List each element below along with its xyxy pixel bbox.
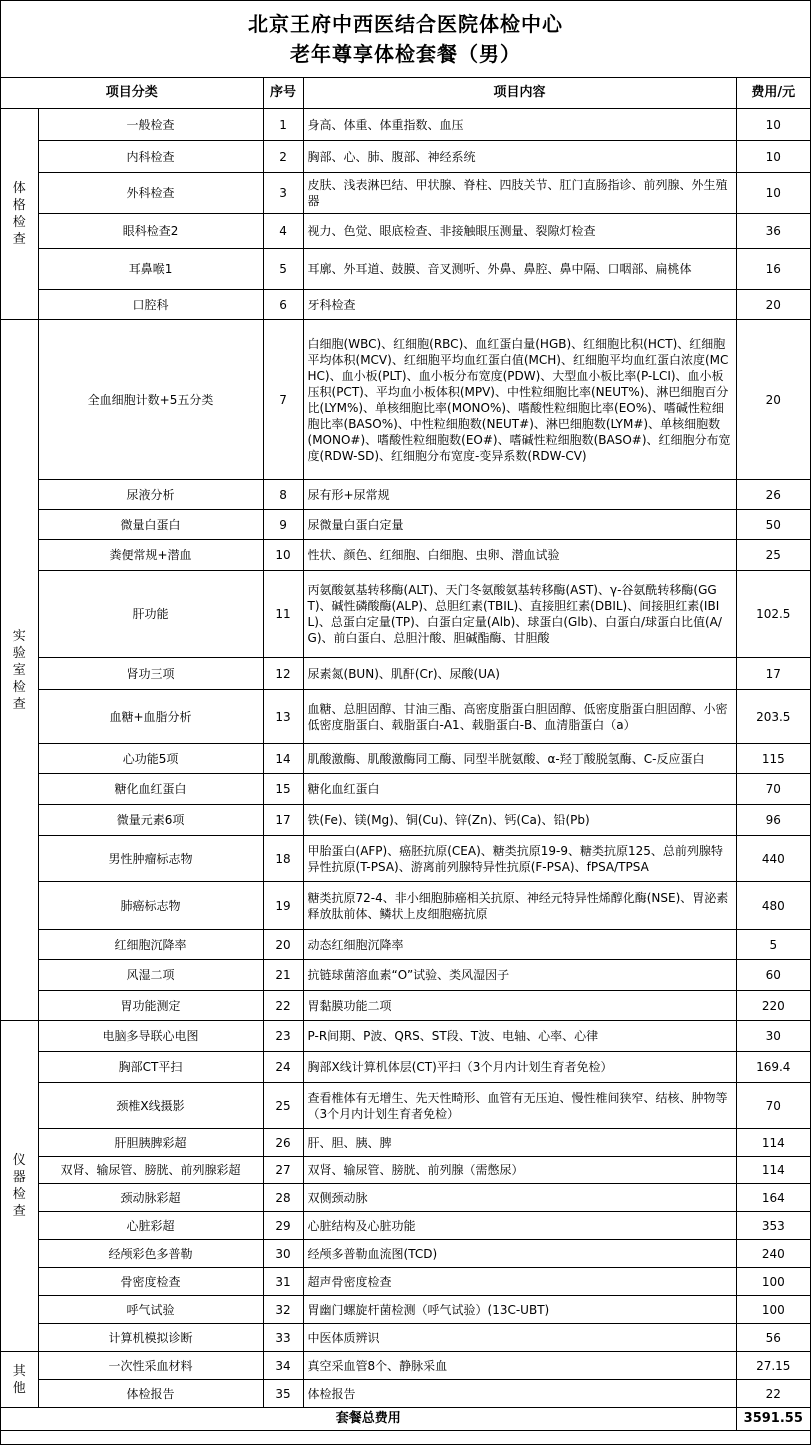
item-seq: 22 <box>263 991 303 1021</box>
header-fee: 费用/元 <box>736 78 810 109</box>
item-name: 尿液分析 <box>38 480 263 510</box>
table-row <box>1 571 810 658</box>
item-name: 肝功能 <box>38 571 263 658</box>
package-title: 老年尊享体检套餐（男） <box>290 42 521 66</box>
item-content: 胸部、心、肺、腹部、神经系统 <box>303 141 736 173</box>
item-fee: 27.15 <box>736 1352 810 1380</box>
table-row <box>1 836 810 882</box>
item-fee: 70 <box>736 1083 810 1129</box>
table-row <box>1 1052 810 1083</box>
item-fee: 10 <box>736 173 810 214</box>
total-label: 套餐总费用 <box>1 1408 736 1431</box>
item-seq: 11 <box>263 571 303 658</box>
item-name: 肺癌标志物 <box>38 882 263 930</box>
item-content: 尿素氮(BUN)、肌酐(Cr)、尿酸(UA) <box>303 658 736 690</box>
item-name: 骨密度检查 <box>38 1268 263 1296</box>
item-seq: 26 <box>263 1129 303 1157</box>
header-category: 项目分类 <box>1 78 263 109</box>
item-content: 体检报告 <box>303 1380 736 1408</box>
item-name: 一般检查 <box>38 109 263 141</box>
item-seq: 14 <box>263 744 303 774</box>
table-row <box>1 805 810 836</box>
item-name: 肾功三项 <box>38 658 263 690</box>
item-name: 血糖+血脂分析 <box>38 690 263 744</box>
item-fee: 22 <box>736 1380 810 1408</box>
item-seq: 12 <box>263 658 303 690</box>
item-seq: 23 <box>263 1021 303 1052</box>
item-content: 经颅多普勒血流图(TCD) <box>303 1240 736 1268</box>
table-row <box>1 690 810 744</box>
item-fee: 440 <box>736 836 810 882</box>
item-content: 肝、胆、胰、脾 <box>303 1129 736 1157</box>
item-content: 白细胞(WBC)、红细胞(RBC)、血红蛋白量(HGB)、红细胞比积(HCT)、红细胞平均体积(MCV)、红细胞平均血红蛋白值(MCH)、红细胞平均血红蛋白浓度(MCHC)、血小板(PLT)、血小板分布宽度(PDW)、大型血小板比率(P-LCI)、血小板压积(PCT)、平均血小板体积(MPV)、中性粒细胞比率(NEUT%)、淋巴细胞百分比(LYM%)、单核细胞比率(MONO%)、嗜酸性粒细胞比率(EO%)、嗜碱性粒细胞比率(BASO%)、中性粒细胞数(NEUT#)、淋巴细胞数(LYM#)、单核细胞数(MONO#)、嗜酸性粒细胞数(EO#)、嗜碱性粒细胞数(BASO#)、红细胞分布宽度(RDW-SD)、红细胞分布宽度-变异系数(RDW-CV) <box>303 320 736 480</box>
table-row <box>1 774 810 805</box>
table-row <box>1 1240 810 1268</box>
item-name: 颈动脉彩超 <box>38 1184 263 1212</box>
item-seq: 1 <box>263 109 303 141</box>
category-label: 实验室检查 <box>12 628 26 712</box>
item-content: P-R间期、P波、QRS、ST段、T波、电轴、心率、心律 <box>303 1021 736 1052</box>
table-row <box>1 141 810 173</box>
item-seq: 13 <box>263 690 303 744</box>
item-fee: 26 <box>736 480 810 510</box>
table-row <box>1 1324 810 1352</box>
total-row <box>1 1408 810 1431</box>
item-fee: 20 <box>736 320 810 480</box>
table-row <box>1 290 810 320</box>
item-name: 风湿二项 <box>38 960 263 991</box>
category-label: 其他 <box>12 1363 26 1396</box>
table-row <box>1 1268 810 1296</box>
item-fee: 10 <box>736 141 810 173</box>
table-row <box>1 540 810 571</box>
item-name: 心脏彩超 <box>38 1212 263 1240</box>
item-fee: 240 <box>736 1240 810 1268</box>
item-content: 铁(Fe)、镁(Mg)、铜(Cu)、锌(Zn)、钙(Ca)、铅(Pb) <box>303 805 736 836</box>
item-fee: 20 <box>736 290 810 320</box>
category-cell <box>1 320 38 1021</box>
table-row <box>1 960 810 991</box>
table-row <box>1 1352 810 1380</box>
item-name: 心功能5项 <box>38 744 263 774</box>
item-fee: 114 <box>736 1157 810 1184</box>
table-row <box>1 1021 810 1052</box>
item-fee: 60 <box>736 960 810 991</box>
item-name: 体检报告 <box>38 1380 263 1408</box>
item-content: 心脏结构及心脏功能 <box>303 1212 736 1240</box>
total-fee: 3591.55 <box>736 1408 810 1431</box>
item-fee: 10 <box>736 109 810 141</box>
item-name: 肝胆胰脾彩超 <box>38 1129 263 1157</box>
item-fee: 203.5 <box>736 690 810 744</box>
category-label: 体格检查 <box>12 181 26 247</box>
table-row <box>1 882 810 930</box>
item-seq: 8 <box>263 480 303 510</box>
item-name: 眼科检查2 <box>38 214 263 249</box>
item-fee: 50 <box>736 510 810 540</box>
item-fee: 480 <box>736 882 810 930</box>
item-seq: 19 <box>263 882 303 930</box>
item-fee: 115 <box>736 744 810 774</box>
table-row <box>1 1184 810 1212</box>
item-fee: 102.5 <box>736 571 810 658</box>
item-fee: 17 <box>736 658 810 690</box>
item-fee: 353 <box>736 1212 810 1240</box>
item-content: 尿有形+尿常规 <box>303 480 736 510</box>
item-content: 超声骨密度检查 <box>303 1268 736 1296</box>
table-row <box>1 1296 810 1324</box>
item-fee: 25 <box>736 540 810 571</box>
item-content: 血糖、总胆固醇、甘油三酯、高密度脂蛋白胆固醇、低密度脂蛋白胆固醇、小密低密度脂蛋白、载脂蛋白-A1、载脂蛋白-B、血清脂蛋白（a） <box>303 690 736 744</box>
item-content: 肌酸激酶、肌酸激酶同工酶、同型半胱氨酸、α-羟丁酸脱氢酶、C-反应蛋白 <box>303 744 736 774</box>
item-fee: 30 <box>736 1021 810 1052</box>
table-row <box>1 1083 810 1129</box>
item-content: 真空采血管8个、静脉采血 <box>303 1352 736 1380</box>
item-fee: 36 <box>736 214 810 249</box>
item-name: 外科检查 <box>38 173 263 214</box>
title-block <box>1 1 810 78</box>
item-content: 牙科检查 <box>303 290 736 320</box>
item-content: 糖化血红蛋白 <box>303 774 736 805</box>
category-label: 仪器检查 <box>12 1153 26 1219</box>
table-row <box>1 658 810 690</box>
category-cell <box>1 1021 38 1352</box>
item-seq: 6 <box>263 290 303 320</box>
item-content: 视力、色觉、眼底检查、非接触眼压测量、裂隙灯检查 <box>303 214 736 249</box>
item-fee: 16 <box>736 249 810 290</box>
item-name: 糖化血红蛋白 <box>38 774 263 805</box>
item-name: 红细胞沉降率 <box>38 930 263 960</box>
item-seq: 9 <box>263 510 303 540</box>
item-seq: 7 <box>263 320 303 480</box>
item-content: 双侧颈动脉 <box>303 1184 736 1212</box>
item-content: 身高、体重、体重指数、血压 <box>303 109 736 141</box>
item-name: 经颅彩色多普勒 <box>38 1240 263 1268</box>
item-name: 胸部CT平扫 <box>38 1052 263 1083</box>
hospital-title: 北京王府中西医结合医院体检中心 <box>248 12 563 36</box>
header-content: 项目内容 <box>303 78 736 109</box>
item-name: 电脑多导联心电图 <box>38 1021 263 1052</box>
item-seq: 4 <box>263 214 303 249</box>
item-seq: 21 <box>263 960 303 991</box>
item-name: 微量元素6项 <box>38 805 263 836</box>
item-name: 呼气试验 <box>38 1296 263 1324</box>
item-name: 颈椎X线摄影 <box>38 1083 263 1129</box>
header-seq: 序号 <box>263 78 303 109</box>
item-content: 动态红细胞沉降率 <box>303 930 736 960</box>
table-row <box>1 214 810 249</box>
item-content: 糖类抗原72-4、非小细胞肺癌相关抗原、神经元特异性烯醇化酶(NSE)、胃泌素释放肽前体、鳞状上皮细胞癌抗原 <box>303 882 736 930</box>
item-seq: 3 <box>263 173 303 214</box>
item-seq: 18 <box>263 836 303 882</box>
item-seq: 2 <box>263 141 303 173</box>
item-name: 全血细胞计数+5五分类 <box>38 320 263 480</box>
item-name: 微量白蛋白 <box>38 510 263 540</box>
item-fee: 169.4 <box>736 1052 810 1083</box>
item-seq: 30 <box>263 1240 303 1268</box>
item-fee: 70 <box>736 774 810 805</box>
item-name: 双肾、输尿管、膀胱、前列腺彩超 <box>38 1157 263 1184</box>
item-fee: 220 <box>736 991 810 1021</box>
item-content: 甲胎蛋白(AFP)、癌胚抗原(CEA)、糖类抗原19-9、糖类抗原125、总前列腺特异性抗原(T-PSA)、游离前列腺特异性抗原(F-PSA)、fPSA/TPSA <box>303 836 736 882</box>
item-fee: 100 <box>736 1268 810 1296</box>
item-name: 男性肿瘤标志物 <box>38 836 263 882</box>
item-seq: 17 <box>263 805 303 836</box>
item-content: 查看椎体有无增生、先天性畸形、血管有无压迫、慢性椎间狭窄、结核、肿物等（3个月内计划生育者免检） <box>303 1083 736 1129</box>
item-fee: 96 <box>736 805 810 836</box>
item-content: 胃黏膜功能二项 <box>303 991 736 1021</box>
item-fee: 100 <box>736 1296 810 1324</box>
category-cell <box>1 109 38 320</box>
item-seq: 5 <box>263 249 303 290</box>
item-content: 胃幽门螺旋杆菌检测（呼气试验）(13C-UBT) <box>303 1296 736 1324</box>
item-name: 计算机模拟诊断 <box>38 1324 263 1352</box>
table-row <box>1 1157 810 1184</box>
item-seq: 35 <box>263 1380 303 1408</box>
table-row <box>1 744 810 774</box>
header-row <box>1 78 810 109</box>
table-row <box>1 320 810 480</box>
item-name: 内科检查 <box>38 141 263 173</box>
item-content: 丙氨酸氨基转移酶(ALT)、天门冬氨酸氨基转移酶(AST)、γ-谷氨酰转移酶(GGT)、碱性磷酸酶(ALP)、总胆红素(TBIL)、直接胆红素(DBIL)、间接胆红素(IBIL)、总蛋白定量(TP)、白蛋白定量(Alb)、球蛋白(Glb)、白蛋白/球蛋白比值(A/G)、前白蛋白、总胆汁酸、胆碱酯酶、甘胆酸 <box>303 571 736 658</box>
table-row <box>1 1380 810 1408</box>
item-content: 耳廓、外耳道、鼓膜、音叉测听、外鼻、鼻腔、鼻中隔、口咽部、扁桃体 <box>303 249 736 290</box>
item-seq: 28 <box>263 1184 303 1212</box>
item-seq: 25 <box>263 1083 303 1129</box>
item-name: 粪便常规+潜血 <box>38 540 263 571</box>
table-row <box>1 930 810 960</box>
item-seq: 24 <box>263 1052 303 1083</box>
table-row <box>1 510 810 540</box>
item-content: 抗链球菌溶血素“O”试验、类风湿因子 <box>303 960 736 991</box>
item-name: 口腔科 <box>38 290 263 320</box>
item-content: 性状、颜色、红细胞、白细胞、虫卵、潜血试验 <box>303 540 736 571</box>
table-row <box>1 109 810 141</box>
table-row <box>1 991 810 1021</box>
item-fee: 5 <box>736 930 810 960</box>
table-row <box>1 1129 810 1157</box>
item-seq: 15 <box>263 774 303 805</box>
item-seq: 32 <box>263 1296 303 1324</box>
table-row <box>1 480 810 510</box>
package-table <box>1 78 810 1431</box>
item-fee: 56 <box>736 1324 810 1352</box>
item-seq: 31 <box>263 1268 303 1296</box>
item-content: 中医体质辨识 <box>303 1324 736 1352</box>
item-content: 胸部X线计算机体层(CT)平扫（3个月内计划生育者免检） <box>303 1052 736 1083</box>
table-row <box>1 1212 810 1240</box>
category-cell <box>1 1352 38 1408</box>
item-fee: 164 <box>736 1184 810 1212</box>
item-seq: 29 <box>263 1212 303 1240</box>
table-row <box>1 249 810 290</box>
item-name: 胃功能测定 <box>38 991 263 1021</box>
item-name: 一次性采血材料 <box>38 1352 263 1380</box>
item-seq: 20 <box>263 930 303 960</box>
item-seq: 34 <box>263 1352 303 1380</box>
table-row <box>1 173 810 214</box>
item-fee: 114 <box>736 1129 810 1157</box>
item-seq: 27 <box>263 1157 303 1184</box>
item-content: 双肾、输尿管、膀胱、前列腺（需憋尿） <box>303 1157 736 1184</box>
item-name: 耳鼻喉1 <box>38 249 263 290</box>
item-seq: 33 <box>263 1324 303 1352</box>
item-seq: 10 <box>263 540 303 571</box>
item-content: 尿微量白蛋白定量 <box>303 510 736 540</box>
item-content: 皮肤、浅表淋巴结、甲状腺、脊柱、四肢关节、肛门直肠指诊、前列腺、外生殖器 <box>303 173 736 214</box>
